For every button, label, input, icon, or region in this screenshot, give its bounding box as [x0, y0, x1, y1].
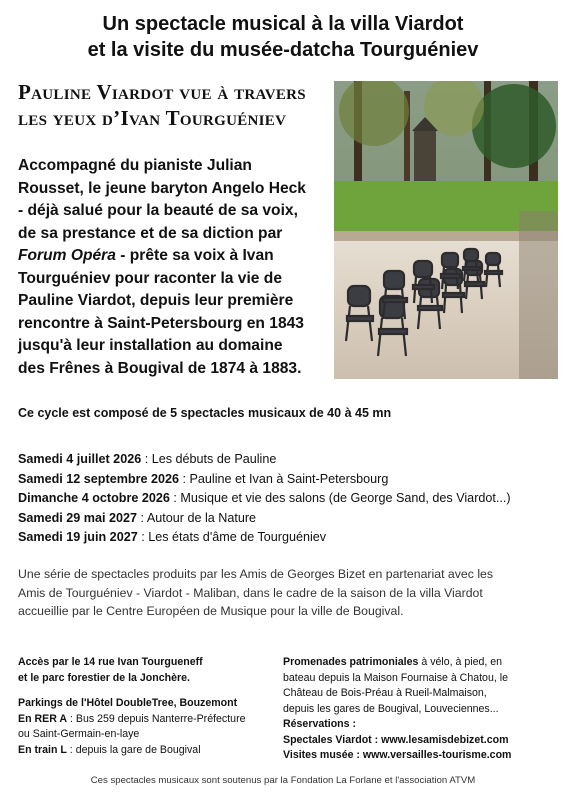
schedule-list	[18, 450, 511, 548]
schedule-item: Samedi 12 septembre 2026 : Pauline et Ivan à Saint-Petersbourg	[18, 471, 389, 486]
schedule-date: Dimanche 4 octobre 2026	[18, 491, 170, 505]
schedule-item: Samedi 4 juillet 2026 : Les débuts de Pauline	[18, 452, 277, 466]
series-paragraph	[18, 565, 550, 621]
spectacles-link[interactable]: Spectales Viardot : www.lesamisdebizet.com	[283, 733, 509, 746]
intro-line: Accompagné du pianiste Julian	[18, 157, 252, 174]
cycle-description: Ce cycle est composé de 5 spectacles musicaux de 40 à 45 mn	[18, 406, 392, 420]
schedule-title: Les états d'âme de Tourguéniev	[148, 530, 327, 544]
series-line: accueillie par le Centre Européen de Musique pour la ville de Bougival.	[18, 604, 404, 618]
access-line: Accès par le 14 rue Ivan Tourgueneff	[18, 656, 203, 668]
intro-line: rencontre à Saint-Petersbourg en 1843	[18, 314, 304, 332]
schedule-title: Pauline et Ivan à Saint-Petersbourg	[189, 471, 389, 486]
promenades-line: Château de Bois-Préau à Rueil-Malmaison,	[283, 687, 487, 699]
train-info: En train L : depuis la gare de Bougival	[18, 743, 201, 756]
schedule-date: Samedi 4 juillet 2026	[18, 452, 142, 466]
reservations-heading: Réservations :	[283, 718, 357, 730]
schedule-title: Musique et vie des salons (de George Sand, des Viardot...)	[180, 491, 511, 505]
schedule-date: Samedi 12 septembre 2026	[18, 471, 180, 486]
parking-info: Parkings de l'Hôtel DoubleTree, Bouzemont	[18, 697, 238, 709]
intro-line: Forum Opéra - prête sa voix à Ivan	[18, 247, 274, 264]
title-line-2: et la visite du musée-datcha Tourguéniev	[87, 39, 479, 61]
rer-info: En RER A : Bus 259 depuis Nanterre-Préfecture	[18, 712, 246, 725]
title-line-1: Un spectacle musical à la villa Viardot	[102, 13, 464, 35]
promenades-line: bateau depuis la Maison Fournaise à Chatou, le	[283, 671, 508, 684]
subtitle	[18, 79, 338, 131]
forum-opera-title: Forum Opéra	[18, 247, 116, 264]
access-line: et le parc forestier de la Jonchère.	[18, 671, 190, 684]
schedule-item: Samedi 29 mai 2027 : Autour de la Nature	[18, 510, 257, 525]
promenades-info	[283, 655, 553, 764]
footer-credits: Ces spectacles musicaux sont soutenus par la Fondation La Forlane et l'association ATVM	[90, 775, 476, 786]
access-info	[18, 655, 268, 758]
rer-info-cont: ou Saint-Germain-en-laye	[18, 728, 140, 740]
intro-line: de sa prestance et de sa diction par	[18, 224, 283, 242]
series-line: Une série de spectacles produits par les Amis de Georges Bizet en partenariat avec les	[18, 567, 494, 581]
intro-paragraph	[18, 155, 340, 380]
intro-line: Pauline Viardot, depuis leur première	[18, 292, 294, 309]
intro-line: des Frênes à Bougival de 1874 à 1883.	[18, 359, 302, 377]
intro-line: jusqu'à leur installation au domaine	[18, 337, 283, 354]
series-line: Amis de Tourguéniev - Viardot - Maliban, dans le cadre de la saison de la villa Viardot	[18, 585, 483, 600]
villa-garden-photo	[334, 81, 558, 379]
schedule-date: Samedi 29 mai 2027	[18, 510, 138, 525]
schedule-title: Les débuts de Pauline	[151, 452, 277, 466]
promenades-line: depuis les gares de Bougival, Louveciennes...	[283, 702, 499, 715]
subtitle-line-2: les yeux d’Ivan Tourguéniev	[18, 106, 287, 130]
promenades-line: Promenades patrimoniales à vélo, à pied, en	[283, 656, 503, 668]
schedule-title: Autour de la Nature	[146, 510, 257, 525]
visites-link[interactable]: Visites musée : www.versailles-tourisme.com	[283, 749, 512, 761]
schedule-date: Samedi 19 juin 2027	[18, 530, 138, 544]
intro-line: Tourguéniev pour raconter la vie de	[18, 269, 282, 287]
subtitle-line-1: Pauline Viardot vue à travers	[18, 80, 306, 104]
main-title	[0, 11, 566, 63]
intro-line: - déjà salué pour la beauté de sa voix,	[18, 202, 298, 219]
schedule-item: Samedi 19 juin 2027 : Les états d'âme de Tourguéniev	[18, 530, 327, 544]
schedule-item: Dimanche 4 octobre 2026 : Musique et vie des salons (de George Sand, des Viardot...)	[18, 491, 511, 505]
intro-line: Rousset, le jeune baryton Angelo Heck	[18, 179, 306, 197]
